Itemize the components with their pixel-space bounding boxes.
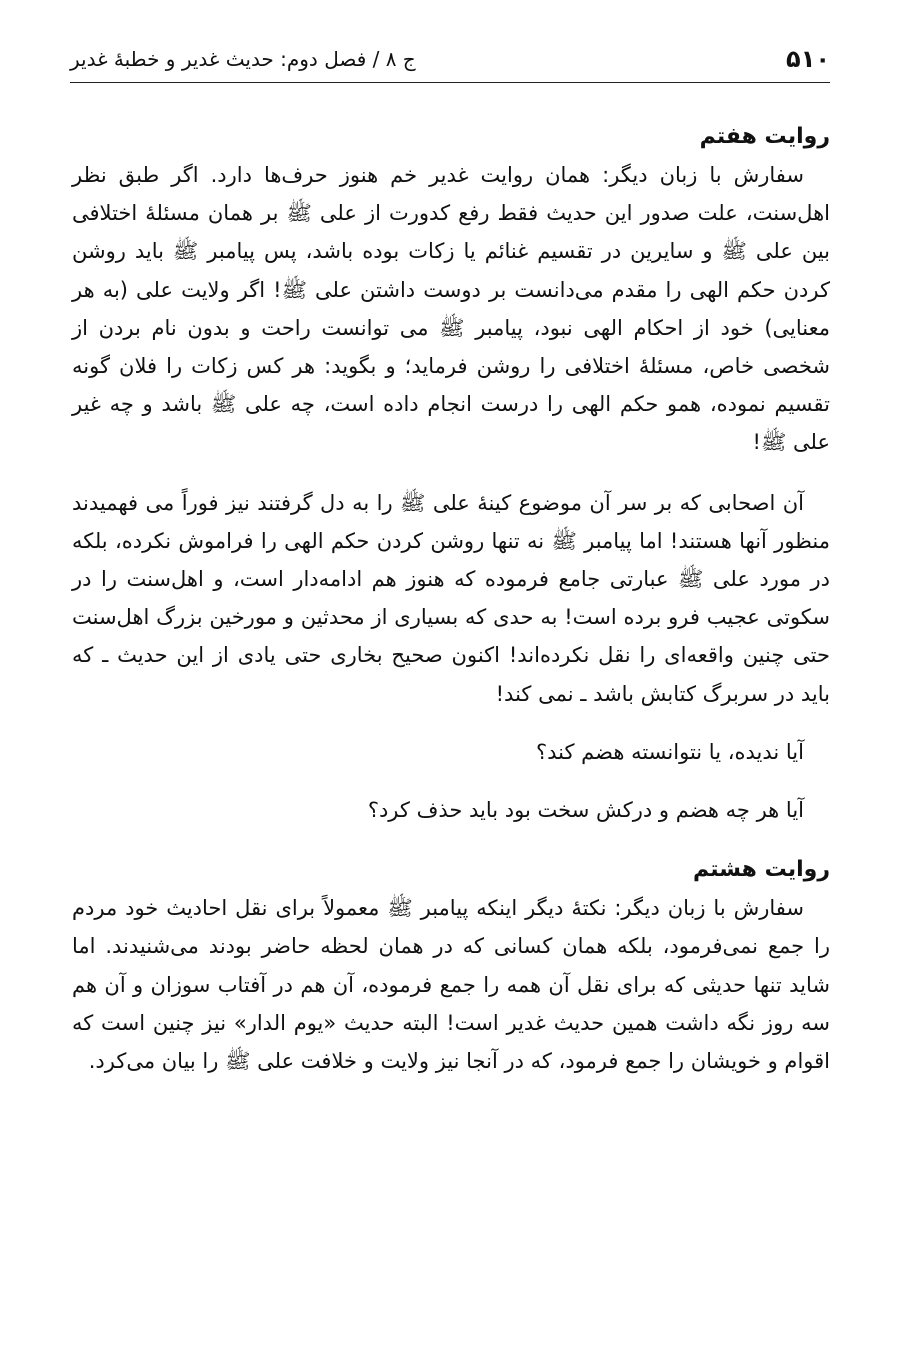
question-line: آیا هر چه هضم و درکش سخت بود باید حذف کرد؟	[367, 798, 804, 823]
question-line: آیا ندیده، یا نتوانسته هضم کند؟	[535, 739, 804, 764]
paragraph: سفارش با زبان دیگر: نکتهٔ دیگر اینکه پیامبر ﷺ معمولاً برای نقل احادیث خود مردم را جمع نمی‌فرمود، بلکه همان کسانی که در همان لحظه حاضر بودند می‌شنیدند. اما شاید تنها حدیثی که برای نقل آن همه را جمع فرموده، آن هم در آفتاب سوزان و آن هم سه روز نگه داشت همین حدیث غدیر است! البته حدیث «یوم الدار» نیز چنین است که اقوام و خویشان را جمع فرمود، که در آنجا نیز ولایت و خلافت علی ﷺ را بیان می‌کرد.	[72, 896, 830, 1074]
page-header	[70, 36, 830, 83]
page-number: ۵۱۰	[786, 45, 830, 73]
paragraph: سفارش با زبان دیگر: همان روایت غدیر خم هنوز حرف‌ها دارد. اگر طبق نظر اهل‌سنت، علت صدور این حدیث فقط رفع کدورت از علی ﷺ بر همان مسئلهٔ اختلافی بین علی ﷺ و سایرین در تقسیم غنائم یا زکات بوده باشد، پس پیامبر ﷺ باید روشن کردن حکم الهی را مقدم می‌دانست بر دوست داشتن علی ﷺ! اگر ولایت علی (به هر معنایی) خود از احکام الهی نبود، پیامبر ﷺ می توانست راحت و بدون نام بردن از شخصی خاص، مسئلهٔ اختلافی را روشن فرماید؛ و بگوید: هر کس زکات را فلان گونه تقسیم نموده، همو حکم الهی را درست انجام داده است، چه علی ﷺ باشد و چه غیر علی ﷺ!	[72, 163, 830, 455]
page-body	[72, 118, 830, 1080]
section-title-eighth: روایت هشتم	[693, 857, 830, 883]
paragraph: آن اصحابی که بر سر آن موضوع کینهٔ علی ﷺ را به دل گرفتند نیز فوراً می فهمیدند منظور آنها هستند! اما پیامبر ﷺ نه تنها روشن کردن حکم الهی را فراموش نکرده، بلکه در مورد علی ﷺ عبارتی جامع فرموده که هنوز هم ادامه‌دار است، و اهل‌سنت را در سکوتی عجیب فرو برده است! به حدی که بسیاری از محدثین و مورخین بزرگ اهل‌سنت حتی چنین واقعه‌ای را نقل نکرده‌اند! اکنون صحیح بخاری حتی یادی از این حدیث ـ که باید در سربرگ کتابش باشد ـ نمی کند!	[72, 490, 830, 706]
section-title-seventh: روایت هفتم	[699, 124, 830, 149]
running-head: ج ۸ / فصل دوم: حدیث غدیر و خطبهٔ غدیر	[70, 47, 416, 71]
